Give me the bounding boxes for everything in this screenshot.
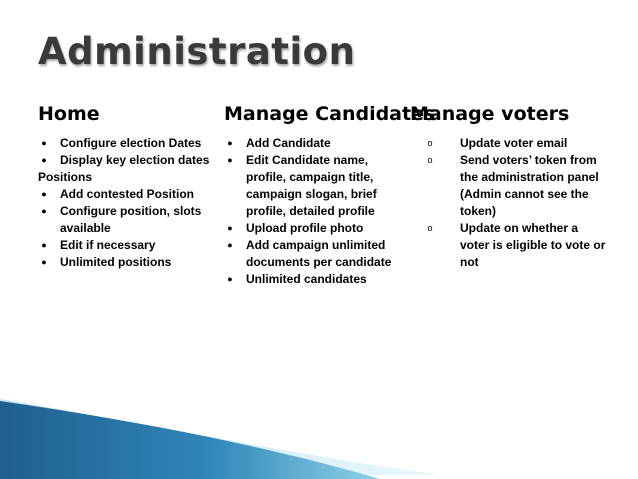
home-list-a — [38, 135, 220, 169]
candidates-column — [224, 103, 436, 288]
candidates-list — [224, 135, 410, 288]
list-item: ● Unlimited positions — [38, 254, 220, 271]
bullet-icon: ● — [41, 155, 47, 165]
home-list-b — [38, 186, 220, 271]
swoosh-dark — [0, 401, 380, 479]
circle-bullet-icon: o — [427, 138, 433, 148]
list-item: ● Upload profile photo — [224, 220, 410, 237]
list-item: ● Edit if necessary — [38, 237, 220, 254]
list-item: ● Configure election Dates — [38, 135, 220, 152]
home-heading: Home — [38, 103, 100, 125]
list-item: ● Display key election dates — [38, 152, 220, 169]
bullet-icon: ● — [41, 138, 47, 148]
bullet-icon: ● — [227, 155, 233, 165]
list-item: o Update voter email — [410, 135, 610, 152]
decorative-swoosh — [0, 379, 638, 479]
circle-bullet-icon: o — [427, 155, 433, 165]
list-item: ● Configure position, slots available — [38, 203, 220, 237]
list-item: o Send voters’ token from the administration panel (Admin cannot see the token) — [410, 152, 610, 220]
positions-label: Positions — [38, 170, 93, 184]
slide-title: Administration — [38, 30, 356, 73]
bullet-icon: ● — [227, 138, 233, 148]
bullet-icon: ● — [41, 206, 47, 216]
voters-column — [410, 103, 610, 271]
home-column — [38, 103, 220, 271]
bullet-icon: ● — [41, 240, 47, 250]
bullet-icon: ● — [227, 223, 233, 233]
list-item: ● Add contested Position — [38, 186, 220, 203]
bullet-icon: ● — [227, 240, 233, 250]
bullet-icon: ● — [41, 257, 47, 267]
list-item: ● Add campaign unlimited documents per candidate — [224, 237, 410, 271]
bullet-icon: ● — [227, 274, 233, 284]
list-item: o Update on whether a voter is eligible to vote or not — [410, 220, 610, 271]
list-item: ● Edit Candidate name, profile, campaign title, campaign slogan, brief profile, detailed profile — [224, 152, 410, 220]
list-item: ● Add Candidate — [224, 135, 410, 152]
list-item: ● Unlimited candidates — [224, 271, 410, 288]
bullet-icon: ● — [41, 189, 47, 199]
voters-list — [410, 135, 610, 271]
candidates-heading: Manage Candidates — [224, 103, 436, 125]
circle-bullet-icon: o — [427, 223, 433, 233]
voters-heading: Manage voters — [410, 103, 570, 125]
